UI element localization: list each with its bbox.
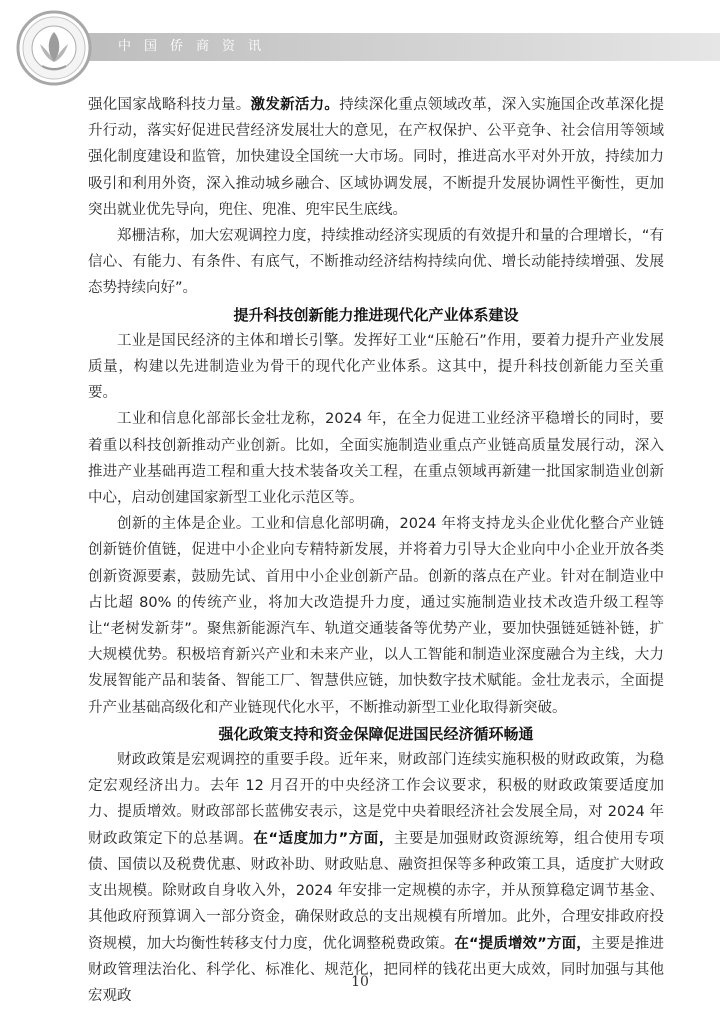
paragraph-text: 持续深化重点领域改革，深入实施国企改革深化提升行动，落实好促进民营经济发展壮大的意见，在产权保护、公平竞争、社会信用等领域强化制度建设和监管，加快建设全国统一大市场。同时，推进高水平对外开放，持续加力吸引和利用外资，深入推动城乡融合、区域协调发展，不断提升发展协调性平衡性，更加突出就业优先导向，兜住、兜准、兜牢民生底线。 <box>88 97 665 218</box>
paragraph-text: 强化国家战略科技力量。 <box>88 97 251 113</box>
article-body <box>88 92 664 1009</box>
section-heading: 提升科技创新能力推进现代化产业体系建设 <box>233 305 519 324</box>
paragraph-text: 主要是推进财政管理法治化、科学化、标准化、规范化，把同样的钱花出更大成效，同时加强与其他宏观政 <box>88 935 665 1004</box>
bold-lead-text: 在“适度加力”方面， <box>253 830 394 847</box>
header-title: 中国侨商资讯 <box>118 39 275 54</box>
paragraph <box>88 747 664 1009</box>
paragraph: 郑栅洁称，加大宏观调控力度，持续推动经济实现质的有效提升和量的合理增长，“有信心、有能力、有条件、有底气，不断推动经济结构持续向优、增长动能持续增强、发展态势持续向好”。 <box>88 228 664 297</box>
paragraph-text: 主要是加强财政资源统筹，组合使用专项债、国债以及税费优惠、财政补助、财政贴息、融资担保等多种政策工具，适度扩大财政支出规模。除财政自身收入外，2024 年安排一定规模的赤字，并从预算稳定调节基金、其他政府预算调入一部分资金，确保财政总的支出规模有所增加。此外，合理安排政府投资规模，加大均衡性转移支付力度，优化调整税费政策。 <box>88 830 665 952</box>
paragraph: 工业和信息化部部长金壮龙称，2024 年，在全力促进工业经济平稳增长的同时，要着重以科技创新推动产业创新。比如，全面实施制造业重点产业链高质量发展行动，深入推进产业基础再造工程和重大技术装备攻关工程，在重点领域再新建一批国家制造业创新中心，启动创建国家新型工业化示范区等。 <box>88 411 664 507</box>
paragraph-text: 财政政策是宏观调控的重要手段。近年来，财政部门连续实施积极的财政政策，为稳定宏观经济出力。去年 12 月召开的中央经济工作会议要求，积极的财政政策要适度加力、提质增效。财政部部长蓝佛安表示，这是党中央着眼经济社会发展全局，对 2024 年财政政策定下的总基调。 <box>88 752 664 847</box>
paragraph: 工业是国民经济的主体和增长引擎。发挥好工业“压舱石”作用，要着力提升产业发展质量，构建以先进制造业为骨干的现代化产业体系。这其中，提升科技创新能力至关重要。 <box>88 332 664 402</box>
page-header <box>0 0 720 90</box>
paragraph: 创新的主体是企业。工业和信息化部明确，2024 年将支持龙头企业优化整合产业链创新链价值链，促进中小企业向专精特新发展，并将着力引导大企业向中小企业开放各类创新资源要素，鼓励先试、首用中小企业创新产品。创新的落点在产业。针对在制造业中占比超 80% 的传统产业，将加大改造提升力度，通过实施制造业技术改造升级工程等让“老树发新芽”。聚焦新能源汽车、轨道交通装备等优势产业，要加快强链延链补链，扩大规模优势。积极培育新兴产业和未来产业，以人工智能和制造业深度融合为主线，大力发展智能产品和装备、智能工厂、智慧供应链，加快数字技术赋能。金壮龙表示，全面提升产业基础高级化和产业链现代化水平，不断推动新型工业化取得新突破。 <box>88 516 664 716</box>
page-number: 10 <box>351 974 369 990</box>
bold-lead-text: 在“提质增效”方面， <box>454 935 591 952</box>
bold-lead-text: 激发新活力。 <box>250 97 340 113</box>
paragraph <box>88 92 664 223</box>
section-heading: 强化政策支持和资金保障促进国民经济循环畅通 <box>218 724 534 743</box>
china-overseas-chinese-entrepreneurs-logo-icon <box>16 10 92 86</box>
